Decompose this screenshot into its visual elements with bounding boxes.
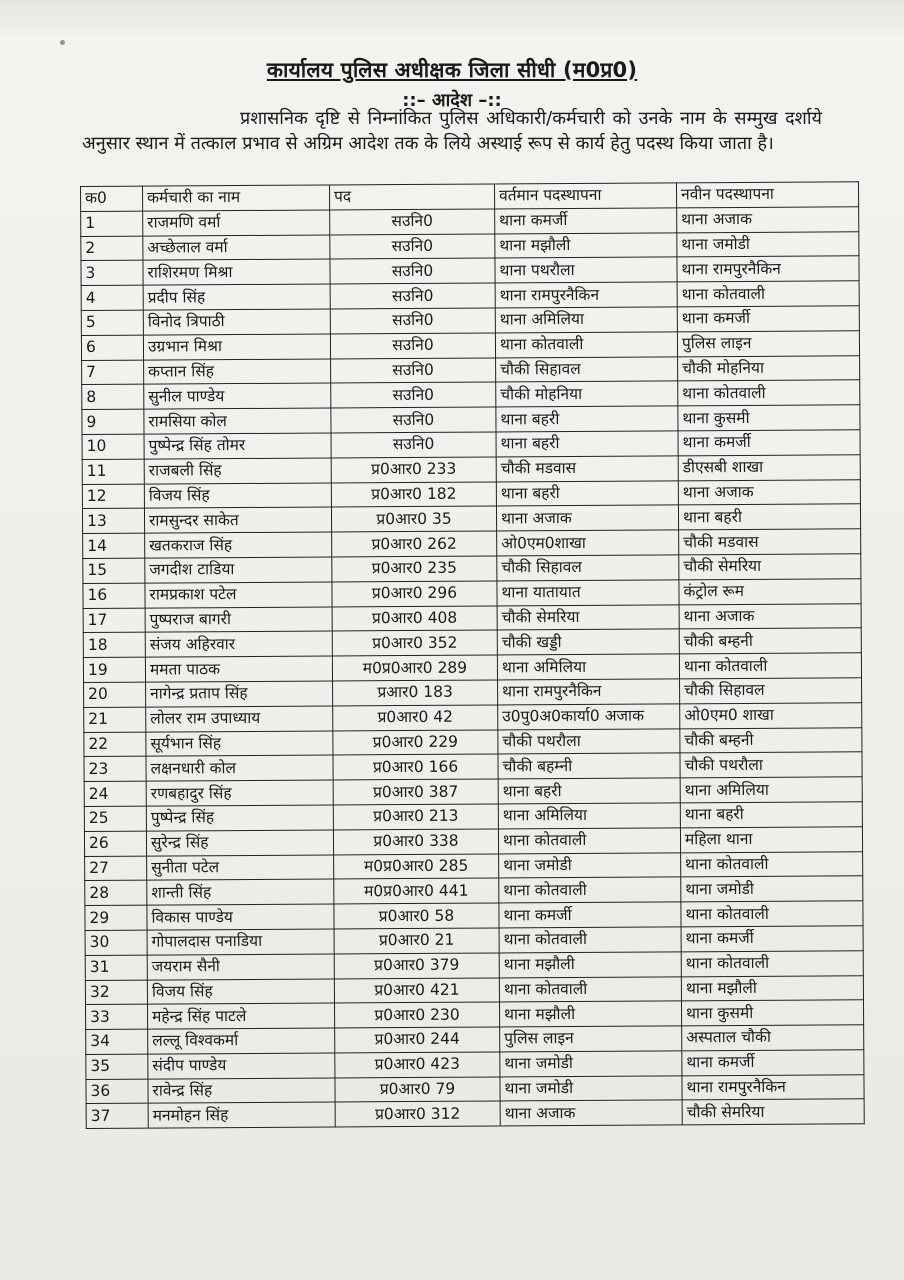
cell-new-posting: थाना अजाक <box>677 207 859 233</box>
cell-name: कप्तान सिंह <box>144 359 331 385</box>
cell-new-posting: पुलिस लाइन <box>677 331 859 357</box>
cell-current-posting: थाना कोतवाली <box>499 976 681 1002</box>
cell-name: विकास पाण्डेय <box>147 904 334 930</box>
cell-sno: 19 <box>83 657 145 682</box>
cell-name: रामसिया कोल <box>144 408 331 434</box>
cell-new-posting: चौकी मडवास <box>679 529 861 555</box>
cell-name: संजय अहिरवार <box>145 631 332 657</box>
cell-post: सउनि0 <box>330 283 495 309</box>
cell-new-posting: चौकी बम्हनी <box>679 628 861 654</box>
cell-new-posting: थाना कोतवाली <box>681 950 863 976</box>
cell-post: प्र0आर0 233 <box>331 457 496 483</box>
cell-post: सउनि0 <box>330 209 495 235</box>
cell-current-posting: थाना कोतवाली <box>499 927 681 953</box>
cell-post: म0प्र0आर0 285 <box>334 853 499 879</box>
table-row <box>86 1099 864 1129</box>
cell-name: लल्लू विश्वकर्मा <box>148 1028 335 1054</box>
cell-sno: 25 <box>84 806 146 831</box>
cell-current-posting: चौकी पथरौला <box>498 728 680 754</box>
cell-new-posting: थाना कोतवाली <box>681 901 863 927</box>
cell-new-posting: ओ0एम0 शाखा <box>680 702 862 728</box>
cell-post: सउनि0 <box>331 432 496 458</box>
cell-post: प्र0आर0 213 <box>333 804 498 830</box>
col-header-name: कर्मचारी का नाम <box>143 185 330 211</box>
cell-sno: 28 <box>85 880 147 905</box>
cell-post: प्र0आर0 296 <box>332 581 497 607</box>
cell-post: प्र0आर0 262 <box>332 531 497 557</box>
cell-post: प्र0आर0 229 <box>333 729 498 755</box>
cell-sno: 17 <box>83 608 145 633</box>
cell-name: सुरेन्द्र सिंह <box>146 830 333 856</box>
cell-name: गोपालदास पनाडिया <box>147 929 334 955</box>
cell-new-posting: महिला थाना <box>680 826 862 852</box>
cell-new-posting: चौकी बम्हनी <box>680 727 862 753</box>
cell-sno: 21 <box>84 707 146 732</box>
cell-post: प्र0आर0 230 <box>334 1002 499 1028</box>
cell-new-posting: थाना जमोडी <box>681 876 863 902</box>
cell-name: खतकराज सिंह <box>145 532 332 558</box>
cell-post: म0प्र0आर0 289 <box>332 655 497 681</box>
cell-new-posting: थाना कमर्जी <box>682 1050 864 1076</box>
cell-post: प्र0आर0 235 <box>332 556 497 582</box>
cell-sno: 4 <box>81 285 143 310</box>
cell-sno: 3 <box>81 261 143 286</box>
cell-current-posting: थाना अमिलिया <box>498 803 680 829</box>
cell-sno: 14 <box>83 533 145 558</box>
col-header-post: पद <box>329 184 494 210</box>
col-header-current-posting: वर्तमान पदस्थापना <box>494 183 676 209</box>
cell-new-posting: थाना कमर्जी <box>681 926 863 952</box>
cell-new-posting: थाना कमर्जी <box>677 306 859 332</box>
cell-sno: 11 <box>82 459 144 484</box>
cell-post: प्र0आर0 352 <box>332 630 497 656</box>
cell-current-posting: थाना बहरी <box>498 778 680 804</box>
cell-name: उग्रभान मिश्रा <box>143 334 330 360</box>
cell-current-posting: ओ0एम0शाखा <box>497 530 679 556</box>
cell-new-posting: अस्पताल चौकी <box>682 1025 864 1051</box>
cell-post: प्र0आर0 166 <box>333 754 498 780</box>
cell-sno: 26 <box>84 831 146 856</box>
cell-new-posting: थाना कमर्जी <box>678 430 860 456</box>
cell-sno: 18 <box>83 632 145 657</box>
cell-new-posting: थाना अजाक <box>679 603 861 629</box>
cell-new-posting: थाना अमिलिया <box>680 777 862 803</box>
table-body <box>81 207 865 1129</box>
cell-name: लक्षनधारी कोल <box>146 755 333 781</box>
cell-post: प्र0आर0 379 <box>334 953 499 979</box>
cell-current-posting: थाना बहरी <box>496 406 678 432</box>
cell-new-posting: थाना कुसमी <box>681 1000 863 1026</box>
cell-sno: 16 <box>83 583 145 608</box>
col-header-new-posting: नवीन पदस्थापना <box>676 182 858 208</box>
cell-sno: 2 <box>81 236 143 261</box>
cell-post: प्र0आर0 387 <box>333 779 498 805</box>
cell-new-posting: थाना मझौली <box>681 975 863 1001</box>
cell-name: राशिरमण मिश्रा <box>143 259 330 285</box>
cell-new-posting: कंट्रोल रूम <box>679 578 861 604</box>
cell-new-posting: चौकी सिहावल <box>680 678 862 704</box>
cell-current-posting: पुलिस लाइन <box>500 1026 682 1052</box>
cell-sno: 8 <box>82 384 144 409</box>
cell-new-posting: थाना कुसमी <box>678 405 860 431</box>
cell-post: प्रआर0 183 <box>333 680 498 706</box>
transfer-table <box>80 181 865 1129</box>
cell-current-posting: थाना रामपुरनैकिन <box>495 282 677 308</box>
cell-current-posting: थाना अमिलिया <box>495 307 677 333</box>
col-header-sno: क0 <box>81 186 143 211</box>
page-shadow <box>0 0 904 40</box>
cell-post: सउनि0 <box>330 308 495 334</box>
cell-name: सुनील पाण्डेय <box>144 383 331 409</box>
cell-sno: 34 <box>86 1029 148 1054</box>
cell-name: पुष्पराज बागरी <box>145 607 332 633</box>
cell-new-posting: थाना रामपुरनैकिन <box>682 1074 864 1100</box>
cell-post: सउनि0 <box>330 234 495 260</box>
cell-name: रणबहादुर सिंह <box>146 780 333 806</box>
cell-name: लोलर राम उपाध्याय <box>146 706 333 732</box>
cell-sno: 20 <box>84 682 146 707</box>
cell-sno: 35 <box>86 1054 148 1079</box>
cell-post: म0प्र0आर0 441 <box>334 878 499 904</box>
cell-sno: 10 <box>82 434 144 459</box>
cell-sno: 12 <box>82 484 144 509</box>
cell-current-posting: थाना मझौली <box>495 232 677 258</box>
cell-sno: 30 <box>85 930 147 955</box>
cell-current-posting: थाना रामपुरनैकिन <box>498 679 680 705</box>
cell-new-posting: थाना कोतवाली <box>679 653 861 679</box>
cell-sno: 24 <box>84 781 146 806</box>
cell-current-posting: थाना कमर्जी <box>499 902 681 928</box>
cell-new-posting: चौकी पथरौला <box>680 752 862 778</box>
cell-post: सउनि0 <box>331 382 496 408</box>
cell-post: सउनि0 <box>331 407 496 433</box>
cell-sno: 31 <box>85 955 147 980</box>
cell-new-posting: थाना कोतवाली <box>681 851 863 877</box>
cell-name: पुष्पेन्द्र सिंह <box>146 805 333 831</box>
cell-new-posting: थाना अजाक <box>678 479 860 505</box>
cell-name: जगदीश टाडिया <box>145 557 332 583</box>
cell-current-posting: चौकी मडवास <box>496 456 678 482</box>
cell-new-posting: थाना जमोडी <box>677 231 859 257</box>
cell-name: सुनीता पटेल <box>147 854 334 880</box>
cell-name: सूर्यभान सिंह <box>146 730 333 756</box>
cell-name: जयराम सैनी <box>147 954 334 980</box>
cell-sno: 29 <box>85 905 147 930</box>
cell-current-posting: चौकी मोहनिया <box>496 381 678 407</box>
cell-post: प्र0आर0 42 <box>333 705 498 731</box>
cell-current-posting: थाना पथरौला <box>495 257 677 283</box>
cell-new-posting: थाना रामपुरनैकिन <box>677 256 859 282</box>
cell-post: प्र0आर0 312 <box>335 1101 500 1127</box>
cell-name: मनमोहन सिंह <box>148 1102 335 1128</box>
cell-current-posting: थाना बहरी <box>496 480 678 506</box>
cell-sno: 13 <box>82 508 144 533</box>
cell-current-posting: थाना कोतवाली <box>498 828 680 854</box>
cell-sno: 7 <box>82 360 144 385</box>
cell-sno: 6 <box>81 335 143 360</box>
cell-post: प्र0आर0 338 <box>333 829 498 855</box>
cell-current-posting: थाना कोतवाली <box>499 877 681 903</box>
cell-current-posting: उ0पु0अ0कार्या0 अजाक <box>498 704 680 730</box>
cell-name: विनोद त्रिपाठी <box>143 309 330 335</box>
paper-speck <box>60 40 65 45</box>
cell-post: प्र0आर0 244 <box>335 1027 500 1053</box>
cell-post: प्र0आर0 79 <box>335 1077 500 1103</box>
cell-sno: 33 <box>86 1004 148 1029</box>
cell-sno: 32 <box>85 980 147 1005</box>
cell-current-posting: थाना अमिलिया <box>497 654 679 680</box>
cell-new-posting: थाना कोतवाली <box>678 380 860 406</box>
cell-current-posting: थाना यातायात <box>497 580 679 606</box>
cell-post: प्र0आर0 58 <box>334 903 499 929</box>
cell-new-posting: चौकी सेमरिया <box>679 554 861 580</box>
cell-current-posting: थाना बहरी <box>496 431 678 457</box>
cell-current-posting: थाना कमर्जी <box>495 208 677 234</box>
document-title: कार्यालय पुलिस अधीक्षक जिला सीधी (म0प्र0) <box>266 58 638 82</box>
cell-post: प्र0आर0 421 <box>334 977 499 1003</box>
cell-sno: 37 <box>86 1104 148 1129</box>
cell-name: रामप्रकाश पटेल <box>145 582 332 608</box>
cell-new-posting: चौकी मोहनिया <box>678 355 860 381</box>
cell-sno: 5 <box>81 310 143 335</box>
cell-sno: 23 <box>84 756 146 781</box>
cell-current-posting: चौकी बहम्नी <box>498 753 680 779</box>
cell-current-posting: थाना जमोडी <box>500 1051 682 1077</box>
cell-new-posting: थाना बहरी <box>678 504 860 530</box>
cell-sno: 27 <box>85 856 147 881</box>
cell-current-posting: चौकी सेमरिया <box>497 604 679 630</box>
cell-post: प्र0आर0 408 <box>332 606 497 632</box>
cell-current-posting: थाना जमोडी <box>500 1076 682 1102</box>
cell-name: रावेन्द्र सिंह <box>148 1078 335 1104</box>
cell-new-posting: डीएसबी शाखा <box>678 455 860 481</box>
cell-name: विजय सिंह <box>147 978 334 1004</box>
cell-current-posting: थाना अजाक <box>496 505 678 531</box>
cell-name: नागेन्द्र प्रताप सिंह <box>146 681 333 707</box>
cell-post: सउनि0 <box>330 333 495 359</box>
cell-post: सउनि0 <box>330 258 495 284</box>
cell-current-posting: थाना जमोडी <box>499 852 681 878</box>
cell-name: राजबली सिंह <box>144 458 331 484</box>
cell-new-posting: थाना कोतवाली <box>677 281 859 307</box>
cell-name: राजमणि वर्मा <box>143 210 330 236</box>
cell-name: महेन्द्र सिंह पाटले <box>148 1003 335 1029</box>
cell-current-posting: थाना मझौली <box>499 952 681 978</box>
cell-sno: 1 <box>81 211 143 236</box>
cell-name: संदीप पाण्डेय <box>148 1053 335 1079</box>
cell-name: विजय सिंह <box>144 483 331 509</box>
cell-name: प्रदीप सिंह <box>143 284 330 310</box>
cell-sno: 36 <box>86 1079 148 1104</box>
intro-paragraph: प्रशासनिक दृष्टि से निम्नांकित पुलिस अधिकारी/कर्मचारी को उनके नाम के सम्मुख दर्शाये अनुसार स्थान में तत्काल प्रभाव से अग्रिम आदेश तक के लिये अस्थाई रूप से कार्य हेतु पदस्थ किया जाता है। <box>82 108 822 154</box>
cell-current-posting: थाना मझौली <box>499 1001 681 1027</box>
cell-name: रामसुन्दर साकेत <box>144 507 331 533</box>
cell-post: प्र0आर0 35 <box>331 506 496 532</box>
cell-name: अच्छेलाल वर्मा <box>143 235 330 261</box>
cell-sno: 22 <box>84 732 146 757</box>
cell-post: प्र0आर0 21 <box>334 928 499 954</box>
cell-current-posting: थाना अजाक <box>500 1100 682 1126</box>
cell-new-posting: थाना बहरी <box>680 802 862 828</box>
cell-current-posting: चौकी खड्डी <box>497 629 679 655</box>
cell-sno: 9 <box>82 409 144 434</box>
cell-name: पुष्पेन्द्र सिंह तोमर <box>144 433 331 459</box>
cell-post: प्र0आर0 423 <box>335 1052 500 1078</box>
order-heading: ::– आदेश –:: <box>402 90 502 111</box>
cell-current-posting: चौकी सिहावल <box>496 356 678 382</box>
cell-name: शान्ती सिंह <box>147 879 334 905</box>
cell-new-posting: चौकी सेमरिया <box>682 1099 864 1125</box>
cell-sno: 15 <box>83 558 145 583</box>
cell-current-posting: थाना कोतवाली <box>495 332 677 358</box>
cell-name: ममता पाठक <box>145 656 332 682</box>
cell-post: सउनि0 <box>331 358 496 384</box>
cell-current-posting: चौकी सिहावल <box>497 555 679 581</box>
cell-post: प्र0आर0 182 <box>331 482 496 508</box>
